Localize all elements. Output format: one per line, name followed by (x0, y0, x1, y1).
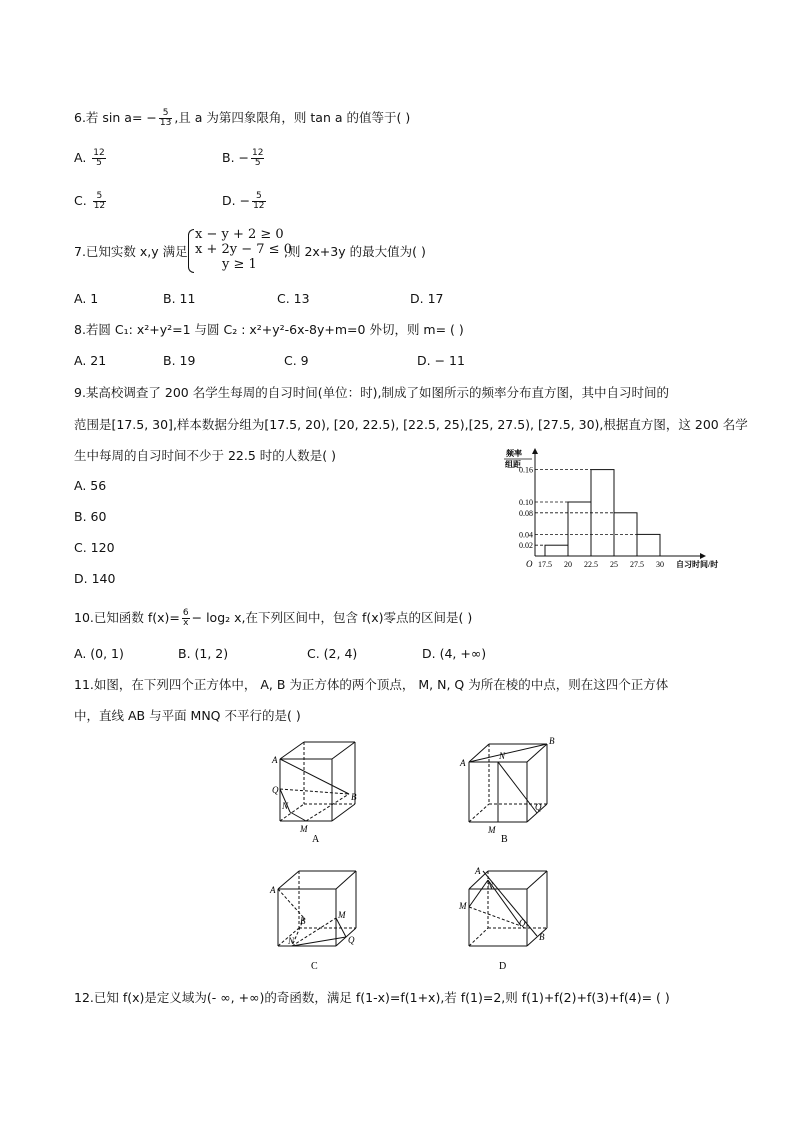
y-tick-label: 0.04 (519, 530, 533, 540)
q7-stem-pre: 7.已知实数 x,y 满足 (74, 244, 188, 259)
svg-text:A: A (460, 758, 466, 768)
x-tick-label: 20 (564, 560, 572, 569)
q9-line-3: 生中每周的自习时间不少于 22.5 时的人数是( ) (74, 448, 337, 463)
q7-constraint-2: x + 2y − 7 ≤ 0 (195, 242, 292, 257)
q7-stem-post: ,则 2x+3y 的最大值为( ) (284, 244, 426, 259)
svg-text:N: N (487, 881, 494, 891)
q7-brace (188, 229, 194, 273)
svg-text:Q: Q (519, 918, 526, 928)
y-axis-label: 频率 (506, 449, 522, 458)
q9-option-a: A. 56 (74, 478, 107, 493)
q9-option-d: D. 140 (74, 571, 116, 586)
caption-a: A (312, 834, 320, 845)
q10-fraction: $\frac{6}{x}$ (182, 608, 189, 628)
svg-text:A: A (475, 866, 481, 876)
q6-option-b: B. − $\frac{12}{5}$ (222, 148, 264, 168)
q7-option-b: B. 11 (163, 291, 196, 306)
q9-option-b: B. 60 (74, 509, 107, 524)
q10-option-b: B. (1, 2) (178, 646, 229, 661)
svg-text:N: N (288, 936, 295, 946)
q6-option-d: D. − $\frac{5}{12}$ (222, 191, 265, 211)
q10-option-a: A. (0, 1) (74, 646, 124, 661)
cube-figure-c (262, 866, 372, 976)
q6-fraction: $\frac{5}{13}$ (159, 108, 172, 128)
q9-line-1: 9.某高校调查了 200 名学生每周的自习时间(单位：时),制成了如图所示的频率分布直方图，其中自习时间的 (74, 385, 669, 400)
q11-line-1: 11.如图，在下列四个正方体中， A, B 为正方体的两个顶点， M, N, Q 为所在棱的中点，则在这四个正方体 (74, 677, 669, 692)
svg-text:Q: Q (348, 935, 355, 945)
svg-text:B: B (351, 792, 357, 802)
y-tick-label: 0.10 (519, 498, 533, 507)
caption-b: B (501, 834, 508, 845)
svg-text:A: A (272, 755, 278, 765)
svg-text:Q: Q (272, 785, 279, 795)
y-tick-label: 0.08 (519, 508, 533, 518)
x-tick-label: 30 (656, 560, 664, 569)
x-tick-label: 25 (610, 560, 618, 569)
cube-figure-a (262, 736, 372, 846)
question-6 (74, 109, 410, 128)
histogram-bar (568, 502, 591, 556)
y-axis-arrow (532, 448, 538, 454)
svg-text:N: N (499, 751, 506, 761)
origin-label: O (526, 559, 533, 569)
q10-option-c: C. (2, 4) (307, 646, 358, 661)
q7-option-d: D. 17 (410, 291, 444, 306)
cube-figure-b (455, 736, 565, 846)
svg-text:B: B (300, 916, 306, 926)
q10-stem-pre: 10.已知函数 f(x)= (74, 610, 180, 625)
q6-stem-post: ,且 a 为第四象限角，则 tan a 的值等于( ) (174, 110, 411, 125)
x-tick-label: 17.5 (538, 560, 552, 569)
q7-option-c: C. 13 (277, 291, 310, 306)
x-axis-arrow (700, 553, 706, 559)
q10-stem-post: − log₂ x,在下列区间中，包含 f(x)零点的区间是( ) (191, 610, 473, 625)
q7-constraint-3: y ≥ 1 (222, 257, 257, 272)
histogram-bar (545, 545, 568, 556)
svg-text:M: M (459, 901, 467, 911)
svg-text:B: B (549, 736, 555, 746)
x-axis-label: 自习时间/时 (676, 560, 719, 569)
svg-text:Q: Q (535, 802, 542, 812)
q7-option-a: A. 1 (74, 291, 99, 306)
svg-text:N: N (282, 801, 289, 811)
svg-text:M: M (488, 825, 496, 835)
q11-line-2: 中，直线 AB 与平面 MNQ 不平行的是( ) (74, 708, 301, 723)
y-tick-label: 0.02 (519, 541, 533, 551)
caption-c: C (311, 961, 318, 972)
histogram-bar (637, 534, 660, 556)
q6-option-a: A. $\frac{12}{5}$ (74, 148, 105, 168)
x-tick-label: 22.5 (584, 560, 598, 569)
svg-text:M: M (300, 824, 308, 834)
q10-option-d: D. (4, +∞) (422, 646, 487, 661)
q9-line-2: 范围是[17.5, 30],样本数据分组为[17.5, 20), [20, 22.5), [22.5, 25),[25, 27.5), [27.5, 30),根据直方图，这 200 名学 (74, 417, 748, 432)
svg-text:M: M (338, 910, 346, 920)
q8-option-d: D. − 11 (417, 353, 465, 368)
q8-option-c: C. 9 (284, 353, 309, 368)
question-8: 8.若圆 C₁: x²+y²=1 与圆 C₂ : x²+y²-6x-8y+m=0 外切，则 m= ( ) (74, 322, 464, 337)
q8-option-a: A. 21 (74, 353, 107, 368)
svg-text:A: A (270, 885, 276, 895)
svg-text:B: B (539, 932, 545, 942)
q9-option-c: C. 120 (74, 540, 115, 555)
question-10 (74, 609, 472, 628)
q7-constraint-1: x − y + 2 ≥ 0 (195, 227, 284, 242)
question-12: 12.已知 f(x)是定义域为(- ∞, +∞)的奇函数，满足 f(1-x)=f(1+x),若 f(1)=2,则 f(1)+f(2)+f(3)+f(4)= ( ) (74, 990, 670, 1005)
cube-figure-d (455, 866, 565, 976)
y-tick-label: 0.16 (519, 465, 533, 475)
q6-stem-pre: 6.若 sin a= − (74, 110, 157, 125)
q8-option-b: B. 19 (163, 353, 196, 368)
frequency-histogram (500, 446, 732, 582)
y-axis-label-unit: 组距 (505, 460, 521, 469)
x-tick-label: 27.5 (630, 560, 644, 569)
caption-d: D (499, 961, 507, 972)
q6-option-c: C. $\frac{5}{12}$ (74, 191, 106, 211)
